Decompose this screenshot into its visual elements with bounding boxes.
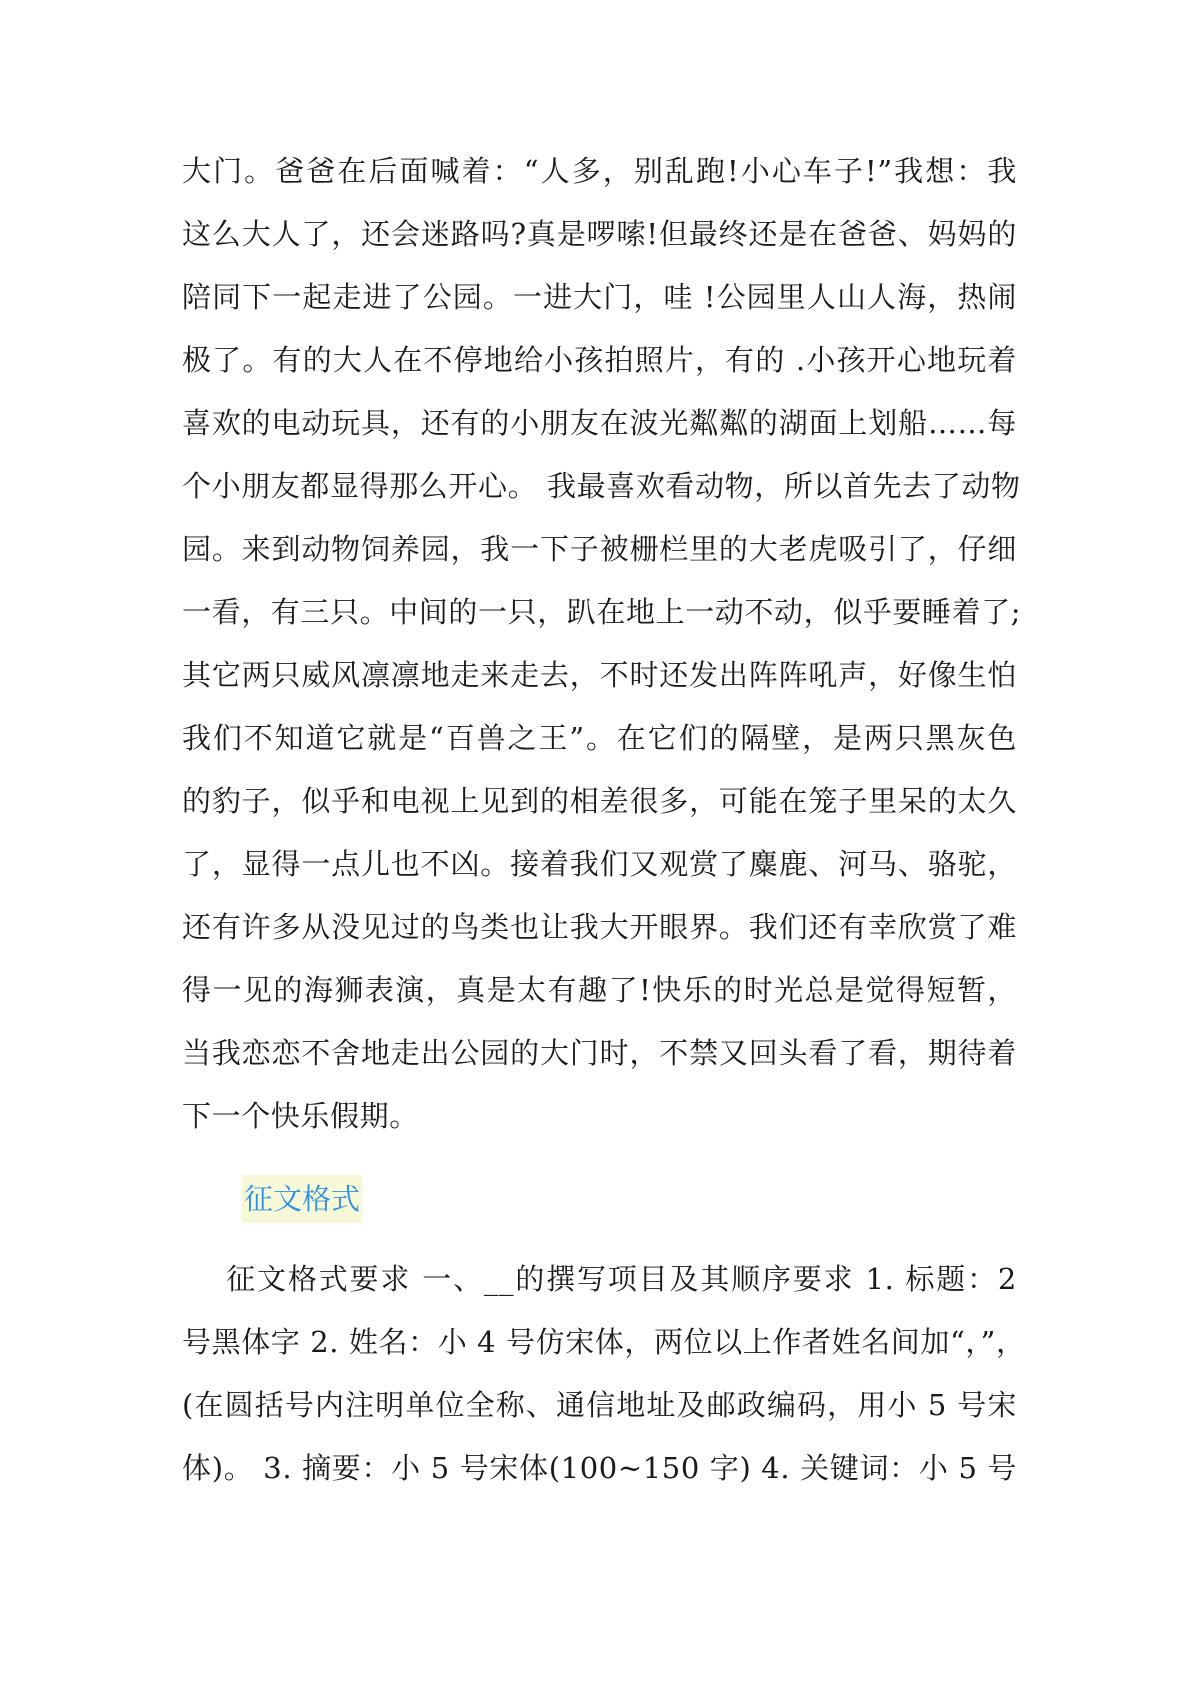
body-text-line: 喜欢的电动玩具，还有的小朋友在波光粼粼的湖面上划船……每 bbox=[182, 406, 1017, 440]
body-text-line: 征文格式要求 一、__的撰写项目及其顺序要求 1. 标题：2 bbox=[182, 1262, 1017, 1296]
body-text-line: 得一见的海狮表演，真是太有趣了!快乐的时光总是觉得短暂， bbox=[182, 973, 1017, 1007]
body-text-line: 号黑体字 2. 姓名：小 4 号仿宋体，两位以上作者姓名间加“，”， bbox=[182, 1325, 1026, 1359]
body-text-line: 陪同下一起走进了公园。一进大门，哇 !公园里人山人海，热闹 bbox=[182, 280, 1017, 314]
body-text-line: 我们不知道它就是“百兽之王”。在它们的隔壁，是两只黑灰色 bbox=[182, 721, 1017, 755]
body-text-line: 这么大人了，还会迷路吗?真是啰嗦!但最终还是在爸爸、妈妈的 bbox=[182, 217, 1017, 251]
body-text-line: 个小朋友都显得那么开心。 我最喜欢看动物，所以首先去了动物 bbox=[182, 469, 1021, 503]
body-text-line: 其它两只威风凛凛地走来走去，不时还发出阵阵吼声，好像生怕 bbox=[182, 658, 1017, 692]
body-text-line: 的豹子，似乎和电视上见到的相差很多，可能在笼子里呆的太久 bbox=[182, 784, 1017, 818]
body-text-line: (在圆括号内注明单位全称、通信地址及邮政编码，用小 5 号宋 bbox=[182, 1388, 1017, 1422]
body-text-line: 当我恋恋不舍地走出公园的大门时，不禁又回头看了看，期待着 bbox=[182, 1036, 1017, 1070]
body-text-line: 园。来到动物饲养园，我一下子被栅栏里的大老虎吸引了，仔细 bbox=[182, 532, 1017, 566]
section-heading: 征文格式 bbox=[242, 1175, 362, 1223]
body-text-line: 极了。有的大人在不停地给小孩拍照片，有的 .小孩开心地玩着 bbox=[182, 343, 1017, 377]
body-text-line: 大门。爸爸在后面喊着：“人多，别乱跑!小心车子!”我想：我 bbox=[182, 154, 1017, 188]
body-text-line: 了，显得一点儿也不凶。接着我们又观赏了麋鹿、河马、骆驼， bbox=[182, 847, 1017, 881]
body-text-line: 体)。 3. 摘要：小 5 号宋体(100~150 字) 4. 关键词：小 5 号 bbox=[182, 1451, 1017, 1485]
body-text-line: 还有许多从没见过的鸟类也让我大开眼界。我们还有幸欣赏了难 bbox=[182, 910, 1017, 944]
body-text-line: 一看，有三只。中间的一只，趴在地上一动不动，似乎要睡着了; bbox=[182, 595, 1022, 629]
body-text-line: 下一个快乐假期。 bbox=[182, 1099, 419, 1133]
